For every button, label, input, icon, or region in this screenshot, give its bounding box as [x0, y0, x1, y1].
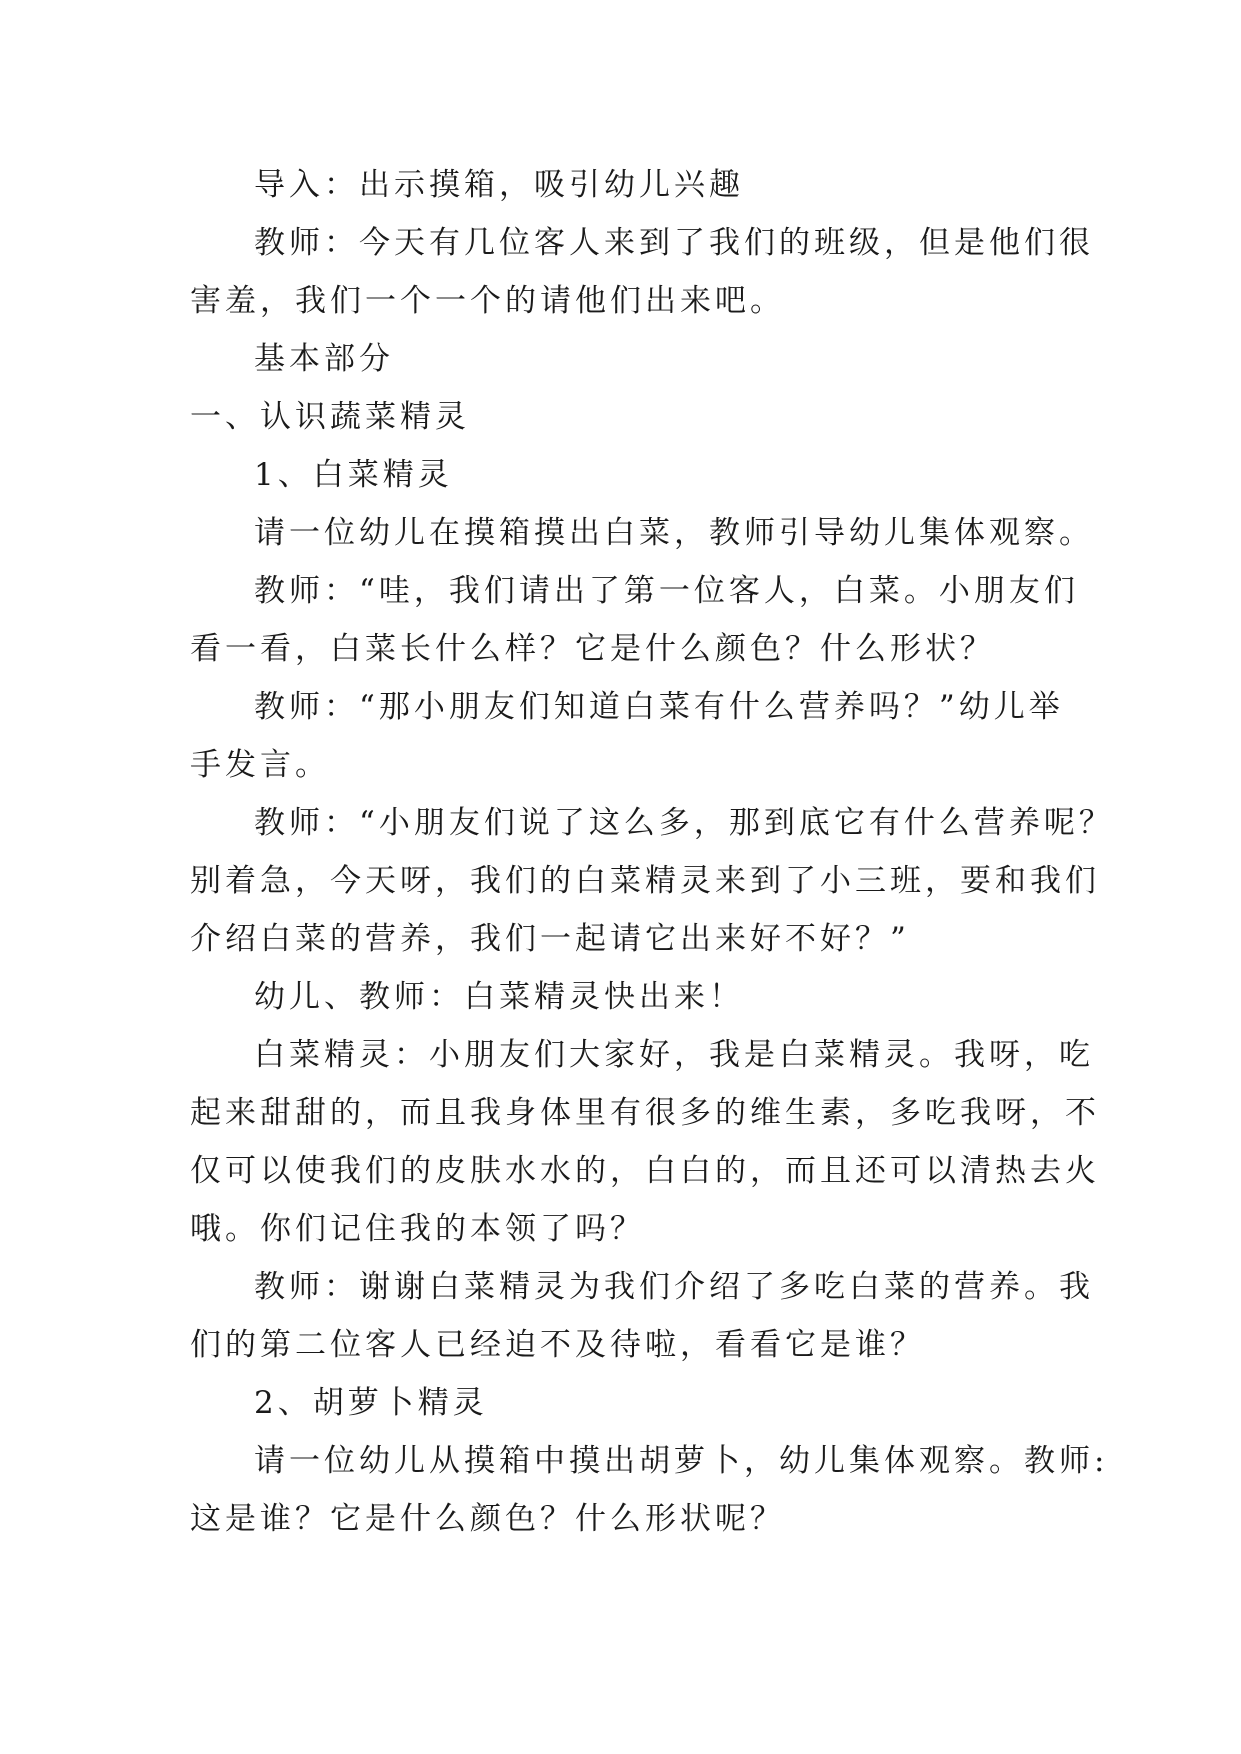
section-heading: 基本部分 — [254, 341, 394, 377]
paragraph-line: 导入：出示摸箱，吸引幼儿兴趣 — [254, 167, 744, 203]
paragraph-line: 教师：谢谢白菜精灵为我们介绍了多吃白菜的营养。我 — [254, 1269, 1094, 1305]
paragraph-line: 教师：“哇，我们请出了第一位客人，白菜。小朋友们 — [254, 573, 1079, 609]
paragraph-line: 介绍白菜的营养，我们一起请它出来好不好？” — [190, 921, 910, 957]
section-heading: 一、认识蔬菜精灵 — [190, 399, 470, 435]
subsection-heading: 1、白菜精灵 — [254, 457, 453, 493]
document-body — [190, 156, 1114, 1548]
paragraph-line: 请一位幼儿从摸箱中摸出胡萝卜，幼儿集体观察。教师: — [254, 1443, 1109, 1479]
paragraph-line: 教师：“小朋友们说了这么多，那到底它有什么营养呢？ — [254, 805, 1114, 841]
paragraph-line: 幼儿、教师：白菜精灵快出来！ — [254, 979, 744, 1015]
paragraph-line: 手发言。 — [190, 747, 330, 783]
paragraph-line: 哦。你们记住我的本领了吗？ — [190, 1211, 645, 1247]
paragraph-line: 白菜精灵：小朋友们大家好，我是白菜精灵。我呀，吃 — [254, 1037, 1094, 1073]
paragraph-line: 这是谁？它是什么颜色？什么形状呢？ — [190, 1501, 785, 1537]
paragraph-line: 们的第二位客人已经迫不及待啦，看看它是谁？ — [190, 1327, 925, 1363]
paragraph-line: 仅可以使我们的皮肤水水的，白白的，而且还可以清热去火 — [190, 1153, 1100, 1189]
subsection-heading: 2、胡萝卜精灵 — [254, 1385, 488, 1421]
paragraph-line: 请一位幼儿在摸箱摸出白菜，教师引导幼儿集体观察。 — [254, 515, 1094, 551]
paragraph-line: 别着急，今天呀，我们的白菜精灵来到了小三班，要和我们 — [190, 863, 1100, 899]
paragraph-line: 起来甜甜的，而且我身体里有很多的维生素，多吃我呀，不 — [190, 1095, 1100, 1131]
paragraph-line: 教师：今天有几位客人来到了我们的班级，但是他们很 — [254, 225, 1094, 261]
paragraph-line: 害羞，我们一个一个的请他们出来吧。 — [190, 283, 785, 319]
paragraph-line: 教师：“那小朋友们知道白菜有什么营养吗？”幼儿举 — [254, 689, 1064, 725]
paragraph-line: 看一看，白菜长什么样？它是什么颜色？什么形状？ — [190, 631, 995, 667]
